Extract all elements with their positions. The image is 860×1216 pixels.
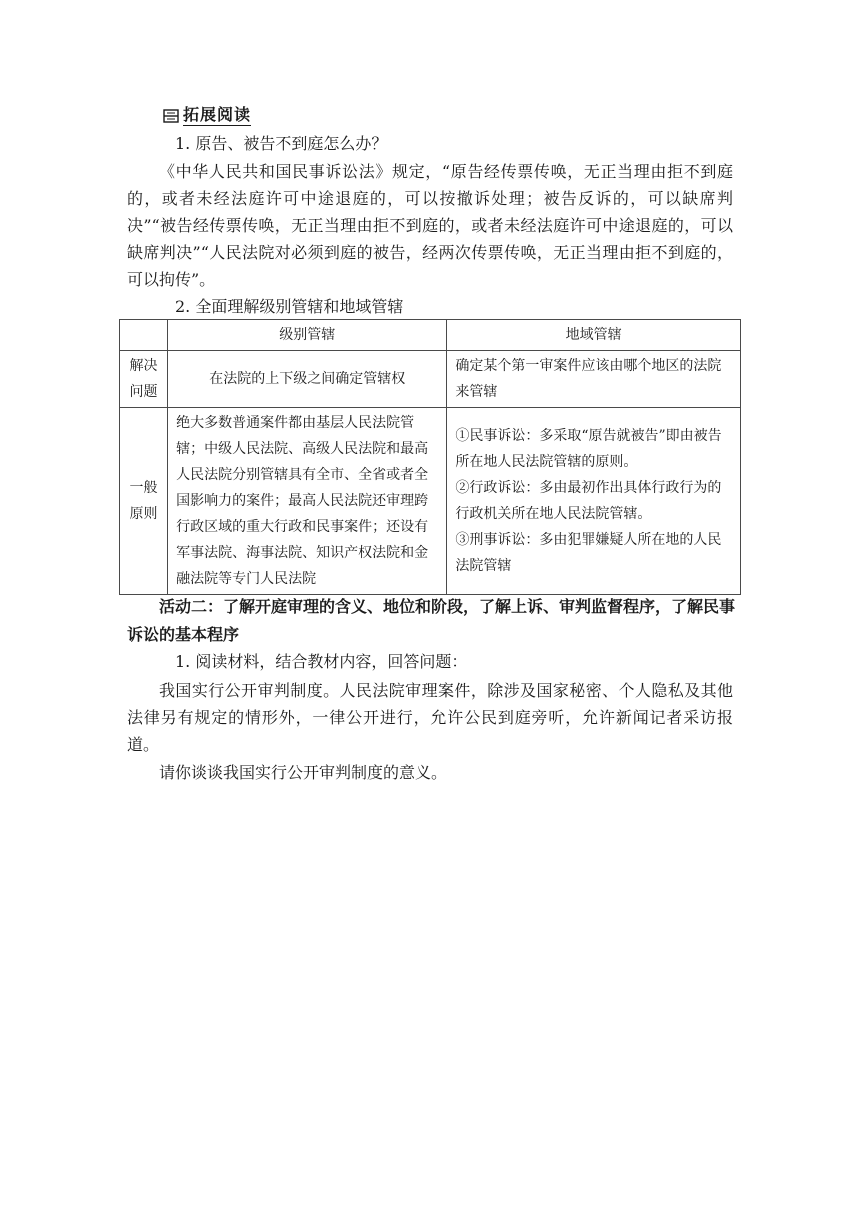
row-label-line: 一般 xyxy=(129,480,158,496)
header-cell-empty xyxy=(120,320,168,351)
table-row xyxy=(120,408,741,595)
row-label xyxy=(120,408,168,595)
section-heading xyxy=(163,104,251,128)
activity-2-material: 我国实行公开审判制度。人民法院审理案件，除涉及国家秘密、个人隐私及其他法律另有规定的情形外，一律公开进行，允许公民到庭旁听，允许新闻记者采访报道。 xyxy=(127,681,733,754)
question-2-title: 2. 全面理解级别管辖和地域管辖 xyxy=(175,297,404,316)
activity-2-item: 1. 阅读材料，结合教材内容，回答问题： xyxy=(175,652,468,671)
activity-2-title: 活动二：了解开庭审理的含义、地位和阶段，了解上诉、审判监督程序，了解民事诉讼的基本程序 xyxy=(127,597,736,644)
level-cell: 在法院的上下级之间确定管辖权 xyxy=(168,351,447,408)
list-item: ②行政诉讼：多由最初作出具体行政行为的行政机关所在地人民法院管辖。 xyxy=(455,480,722,522)
row-label-line: 问题 xyxy=(129,384,158,400)
region-cell xyxy=(447,408,741,595)
activity-2-question: 请你谈谈我国实行公开审判制度的意义。 xyxy=(159,763,448,782)
question-1-answer: 《中华人民共和国民事诉讼法》规定，“原告经传票传唤，无正当理由拒不到庭的，或者未经法庭许可中途退庭的，可以按撤诉处理；被告反诉的，可以缺席判决”“被告经传票传唤，无正当理由拒不到庭的，或者未经法庭许可中途退庭的，可以缺席判决”“人民法院对必须到庭的被告，经两次传票传唤，无正当理由拒不到庭的，可以拘传”。 xyxy=(127,162,733,289)
section-title: 拓展阅读 xyxy=(183,105,252,124)
region-cell: 确定某个第一审案件应该由哪个地区的法院来管辖 xyxy=(447,351,741,408)
book-icon xyxy=(163,108,179,124)
row-label-line: 解决 xyxy=(129,358,158,374)
header-cell-region: 地域管辖 xyxy=(447,320,741,351)
row-label xyxy=(120,351,168,408)
row-label-line: 原则 xyxy=(129,506,158,522)
level-cell: 绝大多数普通案件都由基层人民法院管辖；中级人民法院、高级人民法院和最高人民法院分别管辖具有全市、全省或者全国影响力的案件；最高人民法院还审理跨行政区域的重大行政和民事案件；还设有军事法院、海事法院、知识产权法院和金融法院等专门人民法院 xyxy=(168,408,447,595)
jurisdiction-table xyxy=(119,319,741,595)
list-item: ①民事诉讼：多采取“原告就被告”即由被告所在地人民法院管辖的原则。 xyxy=(455,428,722,470)
header-cell-level: 级别管辖 xyxy=(168,320,447,351)
table-row xyxy=(120,351,741,408)
question-1: 1. 原告、被告不到庭怎么办？ xyxy=(175,134,388,153)
list-item: ③刑事诉讼：多由犯罪嫌疑人所在地的人民法院管辖 xyxy=(455,532,722,574)
table-header-row xyxy=(120,320,741,351)
